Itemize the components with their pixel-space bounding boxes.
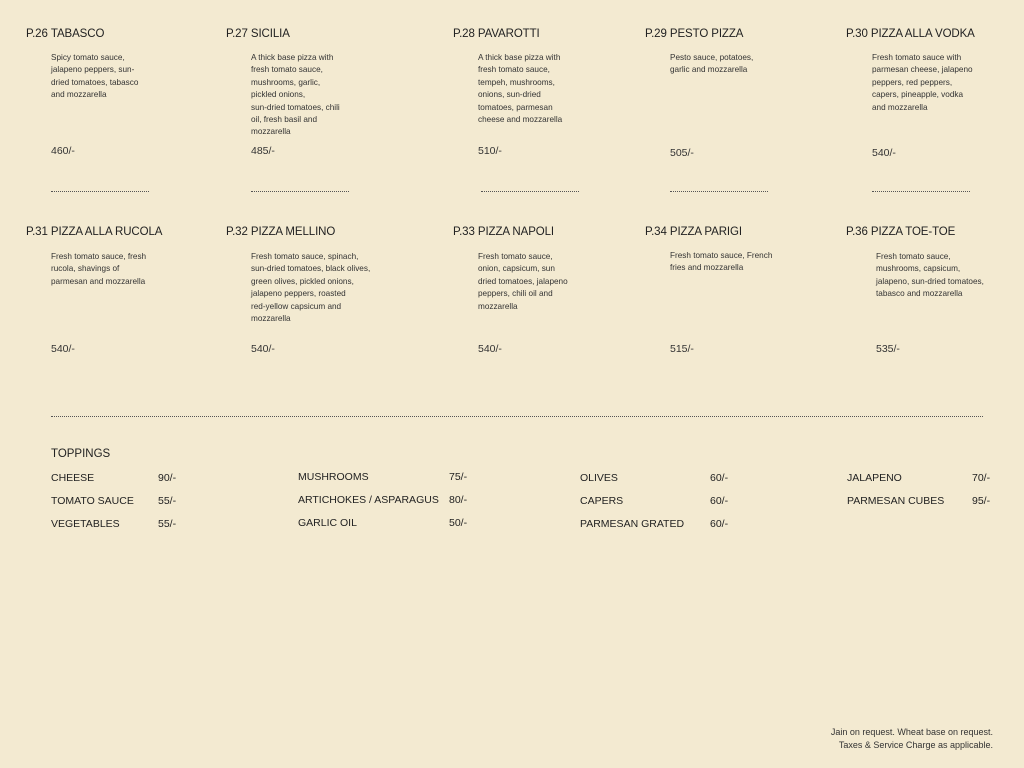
desc-line: red-yellow capsicum and [251, 301, 342, 311]
item-title [846, 28, 975, 40]
topping-price: 90/- [158, 472, 177, 484]
dotted-separator [670, 191, 768, 192]
item-price: 535/- [876, 343, 900, 355]
item-description [251, 52, 411, 139]
item-title [26, 226, 162, 238]
topping-name: PARMESAN CUBES [847, 495, 945, 507]
topping-item [51, 472, 177, 484]
desc-line: sun-dried tomatoes, black olives, [251, 264, 371, 274]
topping-price: 50/- [449, 517, 468, 529]
desc-line: onion, capsicum, sun [478, 264, 555, 274]
desc-line: Fresh tomato sauce, [478, 252, 553, 261]
desc-line: mozzarella [251, 314, 291, 324]
item-description [51, 251, 211, 288]
desc-line: fries and mozzarella [670, 263, 744, 273]
desc-line: Fresh tomato sauce, spinach, [251, 252, 359, 261]
topping-price: 60/- [710, 472, 729, 484]
item-description [670, 52, 820, 77]
topping-item [847, 472, 991, 484]
desc-line: Pesto sauce, potatoes, [670, 53, 754, 62]
footer-note [831, 726, 993, 752]
desc-line: onions, sun-dried [478, 90, 541, 100]
desc-line: fresh tomato sauce, [478, 65, 550, 75]
topping-name: JALAPENO [847, 472, 902, 484]
topping-name: PARMESAN GRATED [580, 518, 685, 530]
item-price: 540/- [51, 343, 75, 355]
topping-item [580, 472, 729, 484]
item-price: 515/- [670, 343, 694, 355]
item-price: 460/- [51, 145, 75, 157]
item-name: PAVAROTTI [477, 28, 540, 40]
item-name: PIZZA ALLA RUCOLA [50, 226, 163, 238]
item-code: P.31 [26, 226, 48, 238]
item-code: P.28 [453, 28, 475, 40]
item-price: 540/- [872, 147, 896, 159]
desc-line: mozzarella [478, 301, 518, 311]
topping-price: 60/- [710, 495, 729, 507]
topping-name: GARLIC OIL [298, 517, 357, 529]
desc-line: tomatoes, parmesan [478, 102, 553, 112]
item-code: P.36 [846, 226, 868, 238]
dotted-separator [251, 191, 349, 192]
desc-line: jalapeno peppers, sun- [51, 65, 135, 75]
item-price: 505/- [670, 147, 694, 159]
topping-name: ARTICHOKES / ASPARAGUS [298, 494, 439, 506]
desc-line: Fresh tomato sauce, [876, 252, 951, 261]
menu-item [26, 28, 139, 157]
desc-line: pickled onions, [251, 90, 306, 100]
topping-name: VEGETABLES [51, 518, 120, 530]
item-code: P.26 [26, 28, 48, 40]
desc-line: fresh tomato sauce, [251, 65, 323, 75]
desc-line: oil, fresh basil and [251, 115, 317, 125]
topping-price: 60/- [710, 518, 729, 530]
topping-item [580, 518, 729, 530]
item-description [51, 52, 201, 102]
desc-line: parmesan and mozzarella [51, 276, 146, 286]
item-description [872, 52, 1022, 114]
topping-item [298, 494, 468, 506]
item-price: 510/- [478, 145, 502, 157]
dotted-separator [51, 191, 149, 192]
item-title [226, 28, 290, 40]
dotted-divider [51, 416, 983, 417]
desc-line: capers, pineapple, vodka [872, 90, 964, 100]
desc-line: tempeh, mushrooms, [478, 77, 555, 87]
desc-line: dried tomatoes, tabasco [51, 77, 139, 87]
topping-price: 80/- [449, 494, 468, 506]
menu-item [26, 226, 163, 355]
item-description [478, 251, 628, 313]
topping-item [580, 495, 729, 507]
topping-price: 55/- [158, 518, 177, 530]
footer-line: Taxes & Service Charge as applicable. [838, 740, 993, 750]
desc-line: jalapeno, sun-dried tomatoes, [876, 276, 984, 286]
desc-line: mushrooms, garlic, [251, 77, 321, 87]
desc-line: mozzarella [251, 127, 291, 137]
item-name: PESTO PIZZA [669, 28, 744, 40]
item-title [26, 28, 104, 40]
desc-line: garlic and mozzarella [670, 65, 748, 75]
toppings-heading: TOPPINGS [51, 448, 111, 460]
topping-name: OLIVES [580, 472, 618, 484]
desc-line: Fresh tomato sauce, fresh [51, 252, 147, 261]
desc-line: jalapeno peppers, roasted [251, 289, 346, 299]
desc-line: sun-dried tomatoes, chili [251, 102, 340, 112]
item-code: P.27 [226, 28, 248, 40]
topping-item [298, 517, 468, 529]
item-name: SICILIA [250, 28, 290, 40]
dotted-separator [481, 191, 579, 192]
desc-line: mushrooms, capsicum, [876, 264, 961, 274]
menu-item [226, 28, 340, 157]
topping-price: 95/- [972, 495, 991, 507]
item-name: PIZZA PARIGI [669, 226, 742, 238]
topping-item [298, 471, 468, 483]
item-price: 540/- [251, 343, 275, 355]
item-name: PIZZA NAPOLI [477, 226, 555, 238]
desc-line: A thick base pizza with [251, 53, 334, 62]
topping-price: 55/- [158, 495, 177, 507]
menu-item [645, 28, 754, 159]
item-code: P.33 [453, 226, 475, 238]
item-name: TABASCO [50, 28, 105, 40]
item-title [645, 226, 742, 238]
menu-item [453, 28, 563, 157]
item-name: PIZZA TOE-TOE [870, 226, 956, 238]
topping-price: 70/- [972, 472, 991, 484]
footer-line: Jain on request. Wheat base on request. [830, 727, 993, 737]
item-name: PIZZA ALLA VODKA [870, 28, 975, 40]
item-title [846, 226, 955, 238]
desc-line: parmesan cheese, jalapeno [872, 65, 973, 75]
topping-name: CAPERS [580, 495, 624, 507]
desc-line: tabasco and mozzarella [876, 289, 963, 299]
desc-line: cheese and mozzarella [478, 115, 563, 125]
menu-item [846, 226, 984, 355]
desc-line: green olives, pickled onions, [251, 276, 354, 286]
dotted-separator [872, 191, 970, 192]
item-title [226, 226, 335, 238]
item-title [453, 28, 540, 40]
item-code: P.29 [645, 28, 667, 40]
desc-line: A thick base pizza with [478, 53, 561, 62]
menu-item [226, 226, 371, 355]
topping-price: 75/- [449, 471, 468, 483]
topping-item [51, 495, 177, 507]
desc-line: peppers, red peppers, [872, 77, 953, 87]
desc-line: dried tomatoes, jalapeno [478, 276, 568, 286]
desc-line: rucola, shavings of [51, 264, 120, 274]
topping-item [51, 518, 177, 530]
topping-name: TOMATO SAUCE [51, 495, 134, 507]
item-title [645, 28, 743, 40]
item-description [876, 251, 1024, 301]
desc-line: Spicy tomato sauce, [51, 53, 125, 62]
desc-line: Fresh tomato sauce, French [670, 251, 773, 260]
item-price: 540/- [478, 343, 502, 355]
desc-line: and mozzarella [51, 90, 107, 100]
topping-name: MUSHROOMS [298, 471, 369, 483]
desc-line: peppers, chili oil and [478, 289, 553, 299]
item-code: P.30 [846, 28, 868, 40]
menu-item [453, 226, 568, 355]
item-description [478, 52, 628, 126]
topping-item [847, 495, 991, 507]
desc-line: Fresh tomato sauce with [872, 53, 962, 62]
item-description [670, 250, 830, 275]
item-name: PIZZA MELLINO [250, 226, 336, 238]
item-price: 485/- [251, 145, 275, 157]
item-code: P.32 [226, 226, 248, 238]
menu-item [645, 226, 773, 355]
desc-line: and mozzarella [872, 102, 928, 112]
item-title [453, 226, 554, 238]
menu-item [846, 28, 975, 159]
item-description [251, 251, 426, 325]
item-code: P.34 [645, 226, 667, 238]
topping-name: CHEESE [51, 472, 95, 484]
